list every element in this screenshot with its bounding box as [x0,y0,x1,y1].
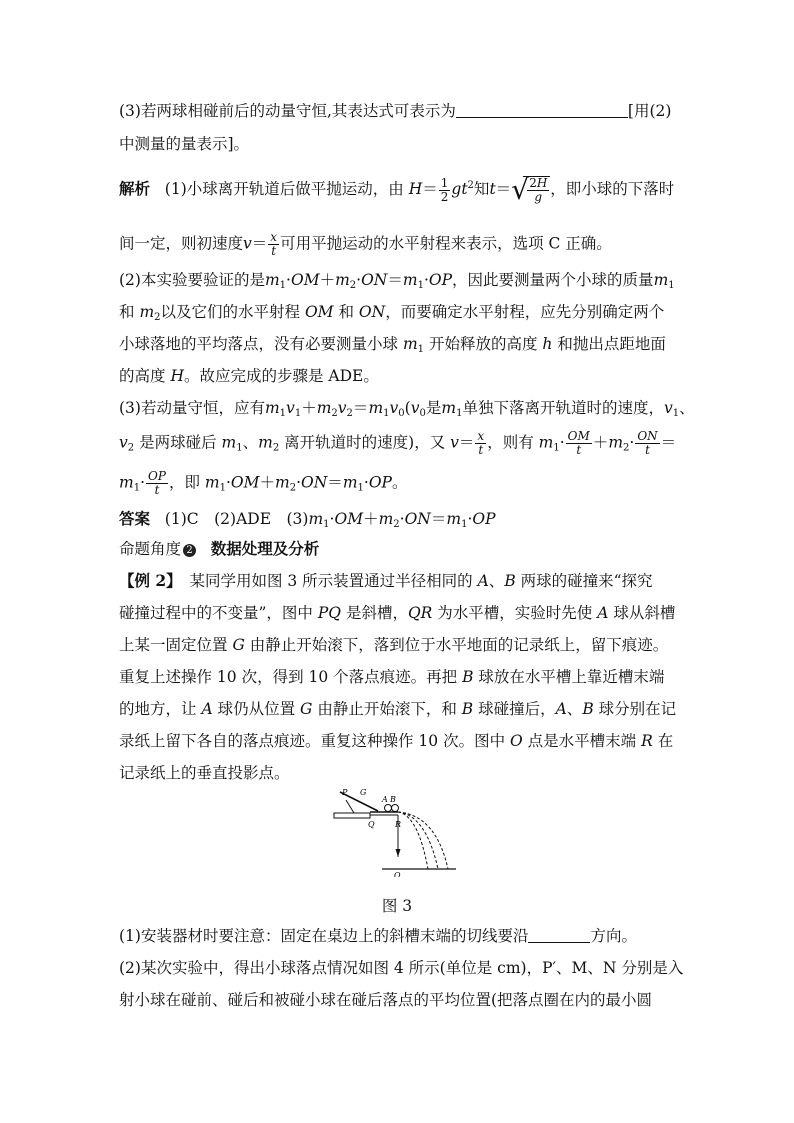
trajectory-2 [398,812,438,869]
plumb-bob [396,849,401,857]
example-line2: 碰撞过程中的不变量”，图中 PQ 是斜槽，QR 为水平槽，实验时先使 A 球从斜槽 [119,604,676,622]
experiment-apparatus-figure [330,785,460,877]
answer-label: 答案 [119,509,151,528]
label-g: G [360,788,367,797]
label-q: Q [368,820,375,829]
example-line1: 【例 2】 某同学用如图 3 所示装置通过半径相同的 A、B 两球的碰撞来“探究 [119,571,653,590]
number-badge: 2 [183,544,196,557]
ball-b [392,805,399,812]
q3-line2: 中测量的量表示]。 [119,135,250,153]
figure-caption: 图 3 [381,897,413,915]
label-b: B [390,795,396,804]
example-line3: 上某一固定位置 G 由静止开始滚下，落到位于水平地面的记录纸上，留下痕迹。 [119,636,669,654]
example-line7: 记录纸上的垂直投影点。 [119,764,290,782]
example-tag: 【例 2】 [119,571,174,590]
solution-p2-line4: 的高度 H。故应完成的步骤是 ADE。 [119,367,379,385]
trajectory-1 [398,812,428,869]
solution-p2-line1: (2)本实验要验证的是$m_1\cdot OM+m_2\cdot ON=m_1\cdot OP$，因此要测量两个小球的质量$m_1$ [119,271,675,291]
solution-p2-line2: 和 $m_2$以及它们的水平射程 OM 和 ON，而要确定水平射程，应先分别确定两个 [119,303,665,323]
question-2-line1: (2)某次实验中，得出小球落点情况如图 4 所示(单位是 cm)，P′、M、N 分别是入 [119,959,684,977]
solution-label: 解析 [119,179,151,198]
solution-p2-line3: 小球落地的平均落点，没有必要测量小球 $m_1$ 开始释放的高度 h 和抛出点距地面 [119,335,666,355]
example-line6: 录纸上留下各自的落点痕迹。重复这种操作 10 次。图中 O 点是水平槽末端 R 在 [119,732,674,750]
solution-p3-line2: $v_2$ 是两球碰后 $m_1$、$m_2$ 离开轨道时的速度)，又 v＝ $\frac{x}{t}$ ，则有 $m_1\cdot$ $\frac{OM}{t}$ $+m_2\cdot$ $\frac{ON}{t}$ ＝ [119,429,677,457]
trajectory-3 [398,812,448,869]
question-2-line2: 射小球在碰前、碰后和被碰小球在碰后落点的平均位置(把落点圈在内的最小圆 [119,991,653,1009]
solution-p1-line2: 间一定，则初速度v＝ $\frac{x}{t}$ 可用平抛运动的水平射程来表示，选项 C 正确。 [119,230,612,258]
question-1: (1)安装器材时要注意：固定在桌边上的斜槽末端的切线要沿 方向。 [119,927,637,945]
label-p: P [342,788,348,797]
direction-blank[interactable] [528,928,590,943]
answer-blank[interactable] [456,103,628,118]
topic-line: 命题角度 2 数据处理及分析 [119,539,320,558]
example-line4: 重复上述操作 10 次，得到 10 个落点痕迹。再把 B 球放在水平槽上靠近槽末端 [119,668,665,686]
solution-p3-line1: (3)若动量守恒，应有$m_1v_1+m_2v_2=m_1v_0(v_0$是$m_1$单独下落离开轨道时的速度，$v_1$、 [119,399,695,419]
q3-line1: (3)若两球相碰前后的动量守恒,其表达式可表示为 [用(2) [119,102,672,120]
label-r: R [395,820,402,829]
label-o: O [394,871,401,877]
example-line5: 的地方，让 A 球仍从位置 G 由静止开始滚下，和 B 球碰撞后，A、B 球分别在记 [119,700,677,718]
ball-a [385,805,392,812]
label-a: A [382,795,388,804]
solution-p1-line1: 解析 (1)小球离开轨道后做平抛运动，由 H＝ $\frac{1}{2}$ $gt^2$知t＝ √ $\frac{2H}{g}$ ，即小球的下落时 [119,173,675,206]
sqrt-expression: √ $\frac{2H}{g}$ [511,176,550,204]
support-block [334,813,370,818]
ramp-support [346,800,354,813]
solution-p3-line3: $m_1\cdot$ $\frac{OP}{t}$ ，即 $m_1\cdot OM+m_2\cdot ON=m_1\cdot OP$。 [119,469,408,497]
answer-line: 答案 (1)C (2)ADE $(3)m_1\cdot OM+m_2\cdot ON=m_1\cdot OP$ [119,509,496,530]
